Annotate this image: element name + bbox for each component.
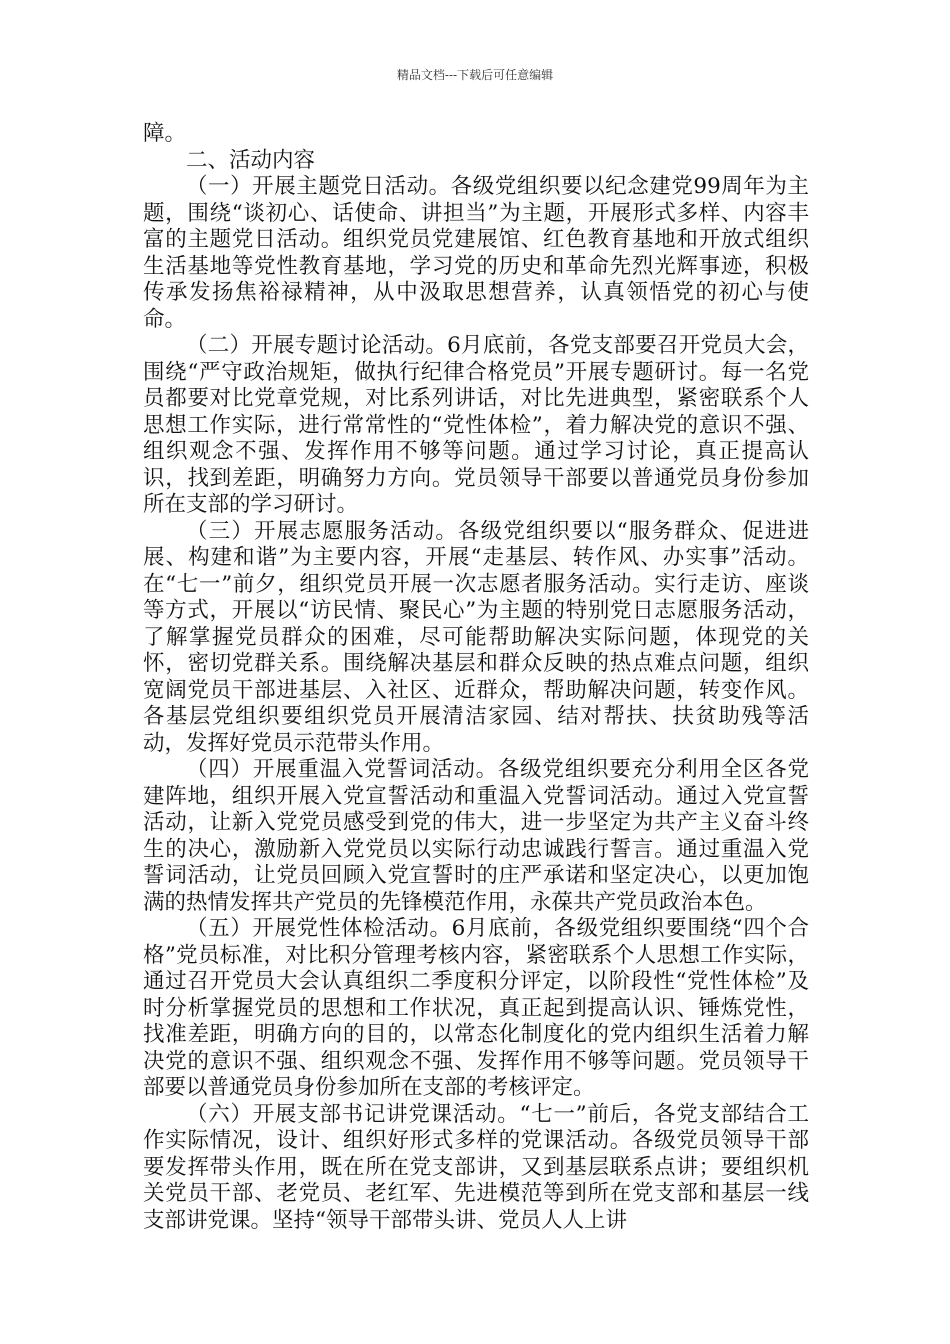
paragraph-item-4: （四）开展重温入党誓词活动。各级党组织要充分利用全区各党建阵地，组织开展入党宣誓活动和重温入党誓词活动。通过入党宣誓活动，让新入党党员感受到党的伟大，进一步坚定为共产主义奋斗终生的决心，激励新入党党员以实际行动忠诚践行誓言。通过重温入党誓词活动，让党员回顾入党宣誓时的庄严承诺和坚定决心，以更加饱满的热情发挥共产党员的先锋模范作用，永葆共产党员政治本色。 bbox=[143, 757, 809, 915]
page-header: 精品文档---下载后可任意编辑 bbox=[396, 68, 554, 82]
paragraph-item-3: （三）开展志愿服务活动。各级党组织要以“服务群众、促进进展、构建和谐”为主要内容，开展“走基层、转作风、办实事”活动。在“七一”前夕，组织党员开展一次志愿者服务活动。实行走访、座谈等方式，开展以“访民情、聚民心”为主题的特别党日志愿服务活动，了解掌握党员群众的困难，尽可能帮助解决实际问题，体现党的关怀，密切党群关系。围绕解决基层和群众反映的热点难点问题，组织宽阔党员干部进基层、入社区、近群众，帮助解决问题，转变作风。各基层党组织要组织党员开展清洁家园、结对帮扶、扶贫助残等活动，发挥好党员示范带头作用。 bbox=[143, 518, 809, 756]
section-heading: 二、活动内容 bbox=[186, 147, 316, 173]
paragraph-item-2: （二）开展专题讨论活动。6月底前，各党支部要召开党员大会，围绕“严守政治规矩，做执行纪律合格党员”开展专题研讨。每一名党员都要对比党章党规，对比系列讲话，对比先进典型，紧密联系个人思想工作实际，进行常常性的“党性体检”，着力解决党的意识不强、组织观念不强、发挥作用不够等问题。通过学习讨论，真正提高认识，找到差距，明确努力方向。党员领导干部要以普通党员身份参加所在支部的学习研讨。 bbox=[143, 333, 809, 517]
paragraph-item-5: （五）开展党性体检活动。6月底前，各级党组织要围绕“四个合格”党员标准，对比积分管理考核内容，紧密联系个人思想工作实际，通过召开党员大会认真组织二季度积分评定，以阶段性“党性体检”及时分析掌握党员的思想和工作状况，真正起到提高认识、锤炼党性，找准差距，明确方向的目的，以常态化制度化的党内组织生活着力解决党的意识不强、组织观念不强、发挥作用不够等问题。党员领导干部要以普通党员身份参加所在支部的考核评定。 bbox=[143, 916, 809, 1100]
document-body bbox=[143, 121, 809, 1234]
paragraph-continuation: 障。 bbox=[143, 121, 187, 146]
paragraph-item-6: （六）开展支部书记讲党课活动。“七一”前后，各党支部结合工作实际情况，设计、组织好形式多样的党课活动。各级党员领导干部要发挥带头作用，既在所在党支部讲，又到基层联系点讲；要组织机关党员干部、老党员、老红军、先进模范等到所在党支部和基层一线支部讲党课。坚持“领导干部带头讲、党员人人上讲 bbox=[143, 1101, 809, 1233]
paragraph-item-1: （一）开展主题党日活动。各级党组织要以纪念建党99周年为主题，围绕“谈初心、话使命、讲担当”为主题，开展形式多样、内容丰富的主题党日活动。组织党员党建展馆、红色教育基地和开放式组织生活基地等党性教育基地，学习党的历史和革命先烈光辉事迹，积极传承发扬焦裕禄精神，从中汲取思想营养，认真领悟党的初心与使命。 bbox=[143, 174, 809, 332]
